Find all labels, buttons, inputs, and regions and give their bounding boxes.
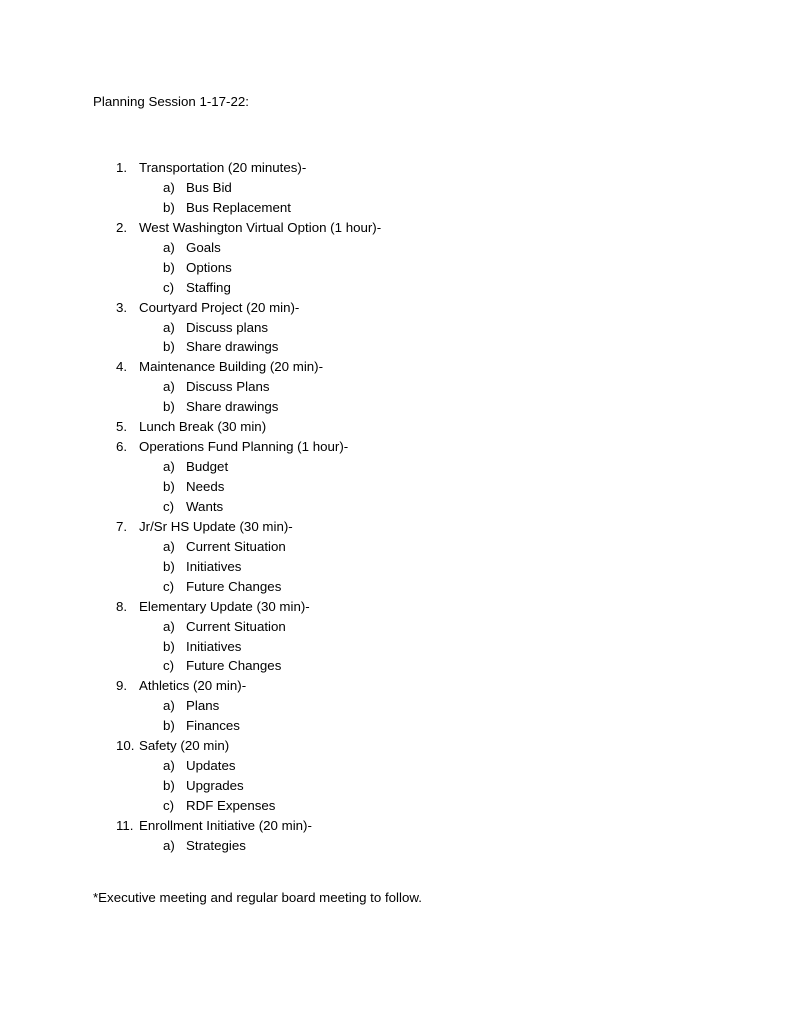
agenda-subitem [0,537,791,557]
agenda-item-number: 4. [116,359,128,375]
agenda-subitem-letter: a) [163,538,175,554]
agenda-subitem [0,377,791,397]
agenda-subitem-label: Current Situation [186,618,286,634]
agenda-item-label: Elementary Update (30 min)- [139,598,310,614]
agenda-subitem-label: Share drawings [186,339,279,355]
agenda-subitem [0,457,791,477]
agenda-subitem-label: Strategies [186,837,246,853]
agenda-item-label: Athletics (20 min)- [139,678,247,694]
agenda-item-label: Safety (20 min) [139,738,230,754]
agenda-subitem [0,198,791,218]
agenda-item-number: 5. [116,419,128,435]
agenda-item-label: Operations Fund Planning (1 hour)- [139,439,349,455]
agenda-subitem-label: Bus Replacement [186,199,291,215]
agenda-subitem [0,836,791,856]
agenda-subitem [0,238,791,258]
agenda-subitem [0,577,791,597]
agenda-subitem-letter: b) [163,479,175,494]
agenda-item-number: 10. [116,738,135,754]
agenda-subitem-letter: b) [163,399,175,415]
agenda-subitem-letter: a) [163,239,175,255]
agenda-item [0,517,791,537]
agenda-subitem [0,497,791,517]
agenda-subitem-letter: b) [163,718,175,734]
agenda-subitem-label: Updates [186,758,236,774]
agenda-subitem-letter: a) [163,319,175,335]
agenda-subitem-letter: a) [163,459,175,475]
agenda-subitem [0,337,791,357]
agenda-subitem-label: Options [186,259,232,275]
agenda-subitem-label: Discuss plans [186,319,269,335]
agenda-subitem-letter: a) [163,758,175,774]
agenda-item [0,158,791,178]
agenda-subitem-label: Current Situation [186,538,286,554]
agenda-subitem-label: Share drawings [186,399,279,415]
agenda-subitem-letter: a) [163,837,175,853]
agenda-subitem-letter: a) [163,179,175,195]
agenda-item-label: West Washington Virtual Option (1 hour)- [139,219,382,235]
agenda-subitem [0,776,791,796]
agenda-subitem-letter: c) [163,498,175,514]
agenda-subitem [0,278,791,298]
agenda-item-number: 1. [116,160,128,175]
agenda-item-label: Maintenance Building (20 min)- [139,359,324,375]
agenda-subitem [0,397,791,417]
agenda-item [0,437,791,457]
footer-note: *Executive meeting and regular board meeting to follow. [93,890,422,905]
agenda-subitem-label: Finances [186,718,240,734]
agenda-subitem [0,617,791,637]
agenda-subitem-letter: a) [163,698,175,714]
agenda-subitem-letter: b) [163,638,175,654]
agenda-subitem-label: Upgrades [186,778,244,794]
agenda-subitem-label: Plans [186,698,220,714]
agenda-subitem-label: Staffing [186,279,231,295]
agenda-subitem-letter: a) [163,618,175,634]
agenda-item [0,298,791,318]
agenda-item-number: 2. [116,219,128,235]
agenda-subitem [0,178,791,198]
agenda-subitem-letter: b) [163,339,175,355]
document-title: Planning Session 1-17-22: [93,94,249,109]
agenda-subitem [0,637,791,657]
agenda-subitem-letter: b) [163,259,175,275]
agenda-subitem-label: Budget [186,459,229,475]
agenda-item-number: 9. [116,678,128,694]
agenda-subitem-label: Goals [186,239,221,255]
agenda-subitem-letter: c) [163,798,175,813]
agenda-subitem-label: Bus Bid [186,179,232,195]
agenda-item-label: Courtyard Project (20 min)- [139,299,300,315]
agenda-item-label: Lunch Break (30 min) [139,419,267,435]
agenda-subitem-label: Future Changes [186,578,282,594]
agenda-subitem [0,477,791,497]
agenda-list [0,158,791,856]
agenda-subitem-letter: c) [163,279,175,295]
agenda-subitem-label: Initiatives [186,558,242,574]
agenda-item-number: 8. [116,598,128,614]
agenda-item-label: Transportation (20 minutes)- [139,160,307,175]
agenda-item [0,417,791,437]
agenda-subitem [0,756,791,776]
agenda-subitem [0,796,791,816]
agenda-subitem-letter: c) [163,658,175,674]
agenda-subitem-letter: b) [163,558,175,574]
agenda-subitem-label: Needs [186,479,225,494]
agenda-item-label: Jr/Sr HS Update (30 min)- [139,518,293,534]
agenda-subitem-letter: a) [163,379,175,395]
agenda-subitem-label: Future Changes [186,658,282,674]
agenda-subitem [0,656,791,676]
agenda-item-number: 3. [116,299,128,315]
agenda-item-number: 6. [116,439,128,455]
agenda-item-number: 11. [116,817,134,833]
agenda-subitem-label: Discuss Plans [186,379,270,395]
agenda-subitem-label: Wants [186,498,224,514]
agenda-subitem [0,318,791,338]
agenda-item [0,357,791,377]
agenda-subitem [0,557,791,577]
agenda-item-label: Enrollment Initiative (20 min)- [139,817,312,833]
agenda-subitem [0,716,791,736]
agenda-subitem [0,696,791,716]
agenda-item-number: 7. [116,518,128,534]
agenda-subitem-letter: b) [163,778,175,794]
agenda-item [0,218,791,238]
agenda-subitem [0,258,791,278]
agenda-item [0,816,791,836]
agenda-subitem-label: RDF Expenses [186,798,276,813]
agenda-item [0,736,791,756]
agenda-item [0,676,791,696]
agenda-subitem-letter: b) [163,199,175,215]
agenda-item [0,597,791,617]
agenda-subitem-label: Initiatives [186,638,242,654]
agenda-subitem-letter: c) [163,578,175,594]
